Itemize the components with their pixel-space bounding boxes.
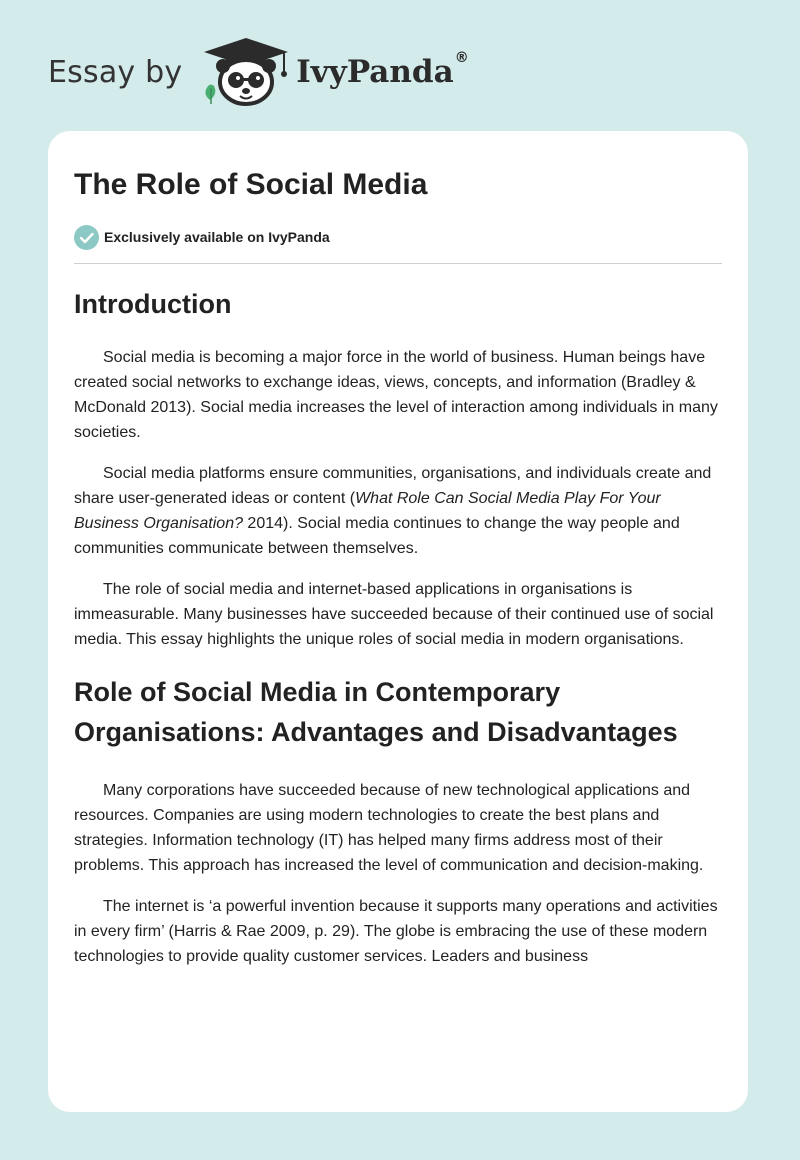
section-role-of-social-media: [74, 672, 722, 969]
essay-card: [48, 131, 748, 1112]
exclusive-badge-text: Exclusively available on IvyPanda: [104, 229, 330, 245]
exclusive-badge: [74, 224, 722, 250]
paragraph: The role of social media and internet-based applications in organisations is immeasurable. Many businesses have succeeded because of their continued use of social media. This essay highlights the unique roles of social media in modern organisations.: [74, 581, 714, 648]
page-title: The Role of Social Media: [74, 168, 428, 201]
paragraph: Social media platforms ensure communities, organisations, and individuals create and share user-generated ideas or content (What Role Can Social Media Play For Your Business Organisation? 2014). Social media continues to change the way people and communities communicate between themselves.: [74, 465, 712, 557]
section-heading: Introduction: [74, 289, 232, 319]
section-heading: Role of Social Media in Contemporary Organisations: Advantages and Disadvantages: [74, 677, 678, 747]
panda-graduate-logo-icon: [200, 36, 292, 108]
paragraph: The internet is ‘a powerful invention because it supports many operations and activities in every firm’ (Harris & Rae 2009, p. 29). The globe is embracing the use of these modern technologies to provide quality customer services. Leaders and business: [74, 898, 718, 965]
cited-title: What Role Can Social Media Play For Your Business Organisation?: [74, 490, 661, 532]
paragraph: Many corporations have succeeded because of new technological applications and resources. Companies are using modern technologies to create the best plans and strategies. Information technology (IT) has helped many firms address most of their problems. This approach has increased the level of communication and decision-making.: [74, 782, 704, 874]
brand-name[interactable]: IvyPanda®: [296, 50, 469, 90]
paragraph: Social media is becoming a major force in the world of business. Human beings have created social networks to exchange ideas, views, concepts, and information (Bradley & McDonald 2013). Social media increases the level of interaction among individuals in many societies.: [74, 349, 718, 441]
title-divider: [74, 263, 722, 264]
check-circle-icon: [74, 225, 99, 250]
site-header: [48, 36, 469, 108]
brand-prefix: Essay by: [48, 54, 183, 90]
section-introduction: [74, 284, 722, 652]
registered-mark: ®: [454, 50, 469, 66]
